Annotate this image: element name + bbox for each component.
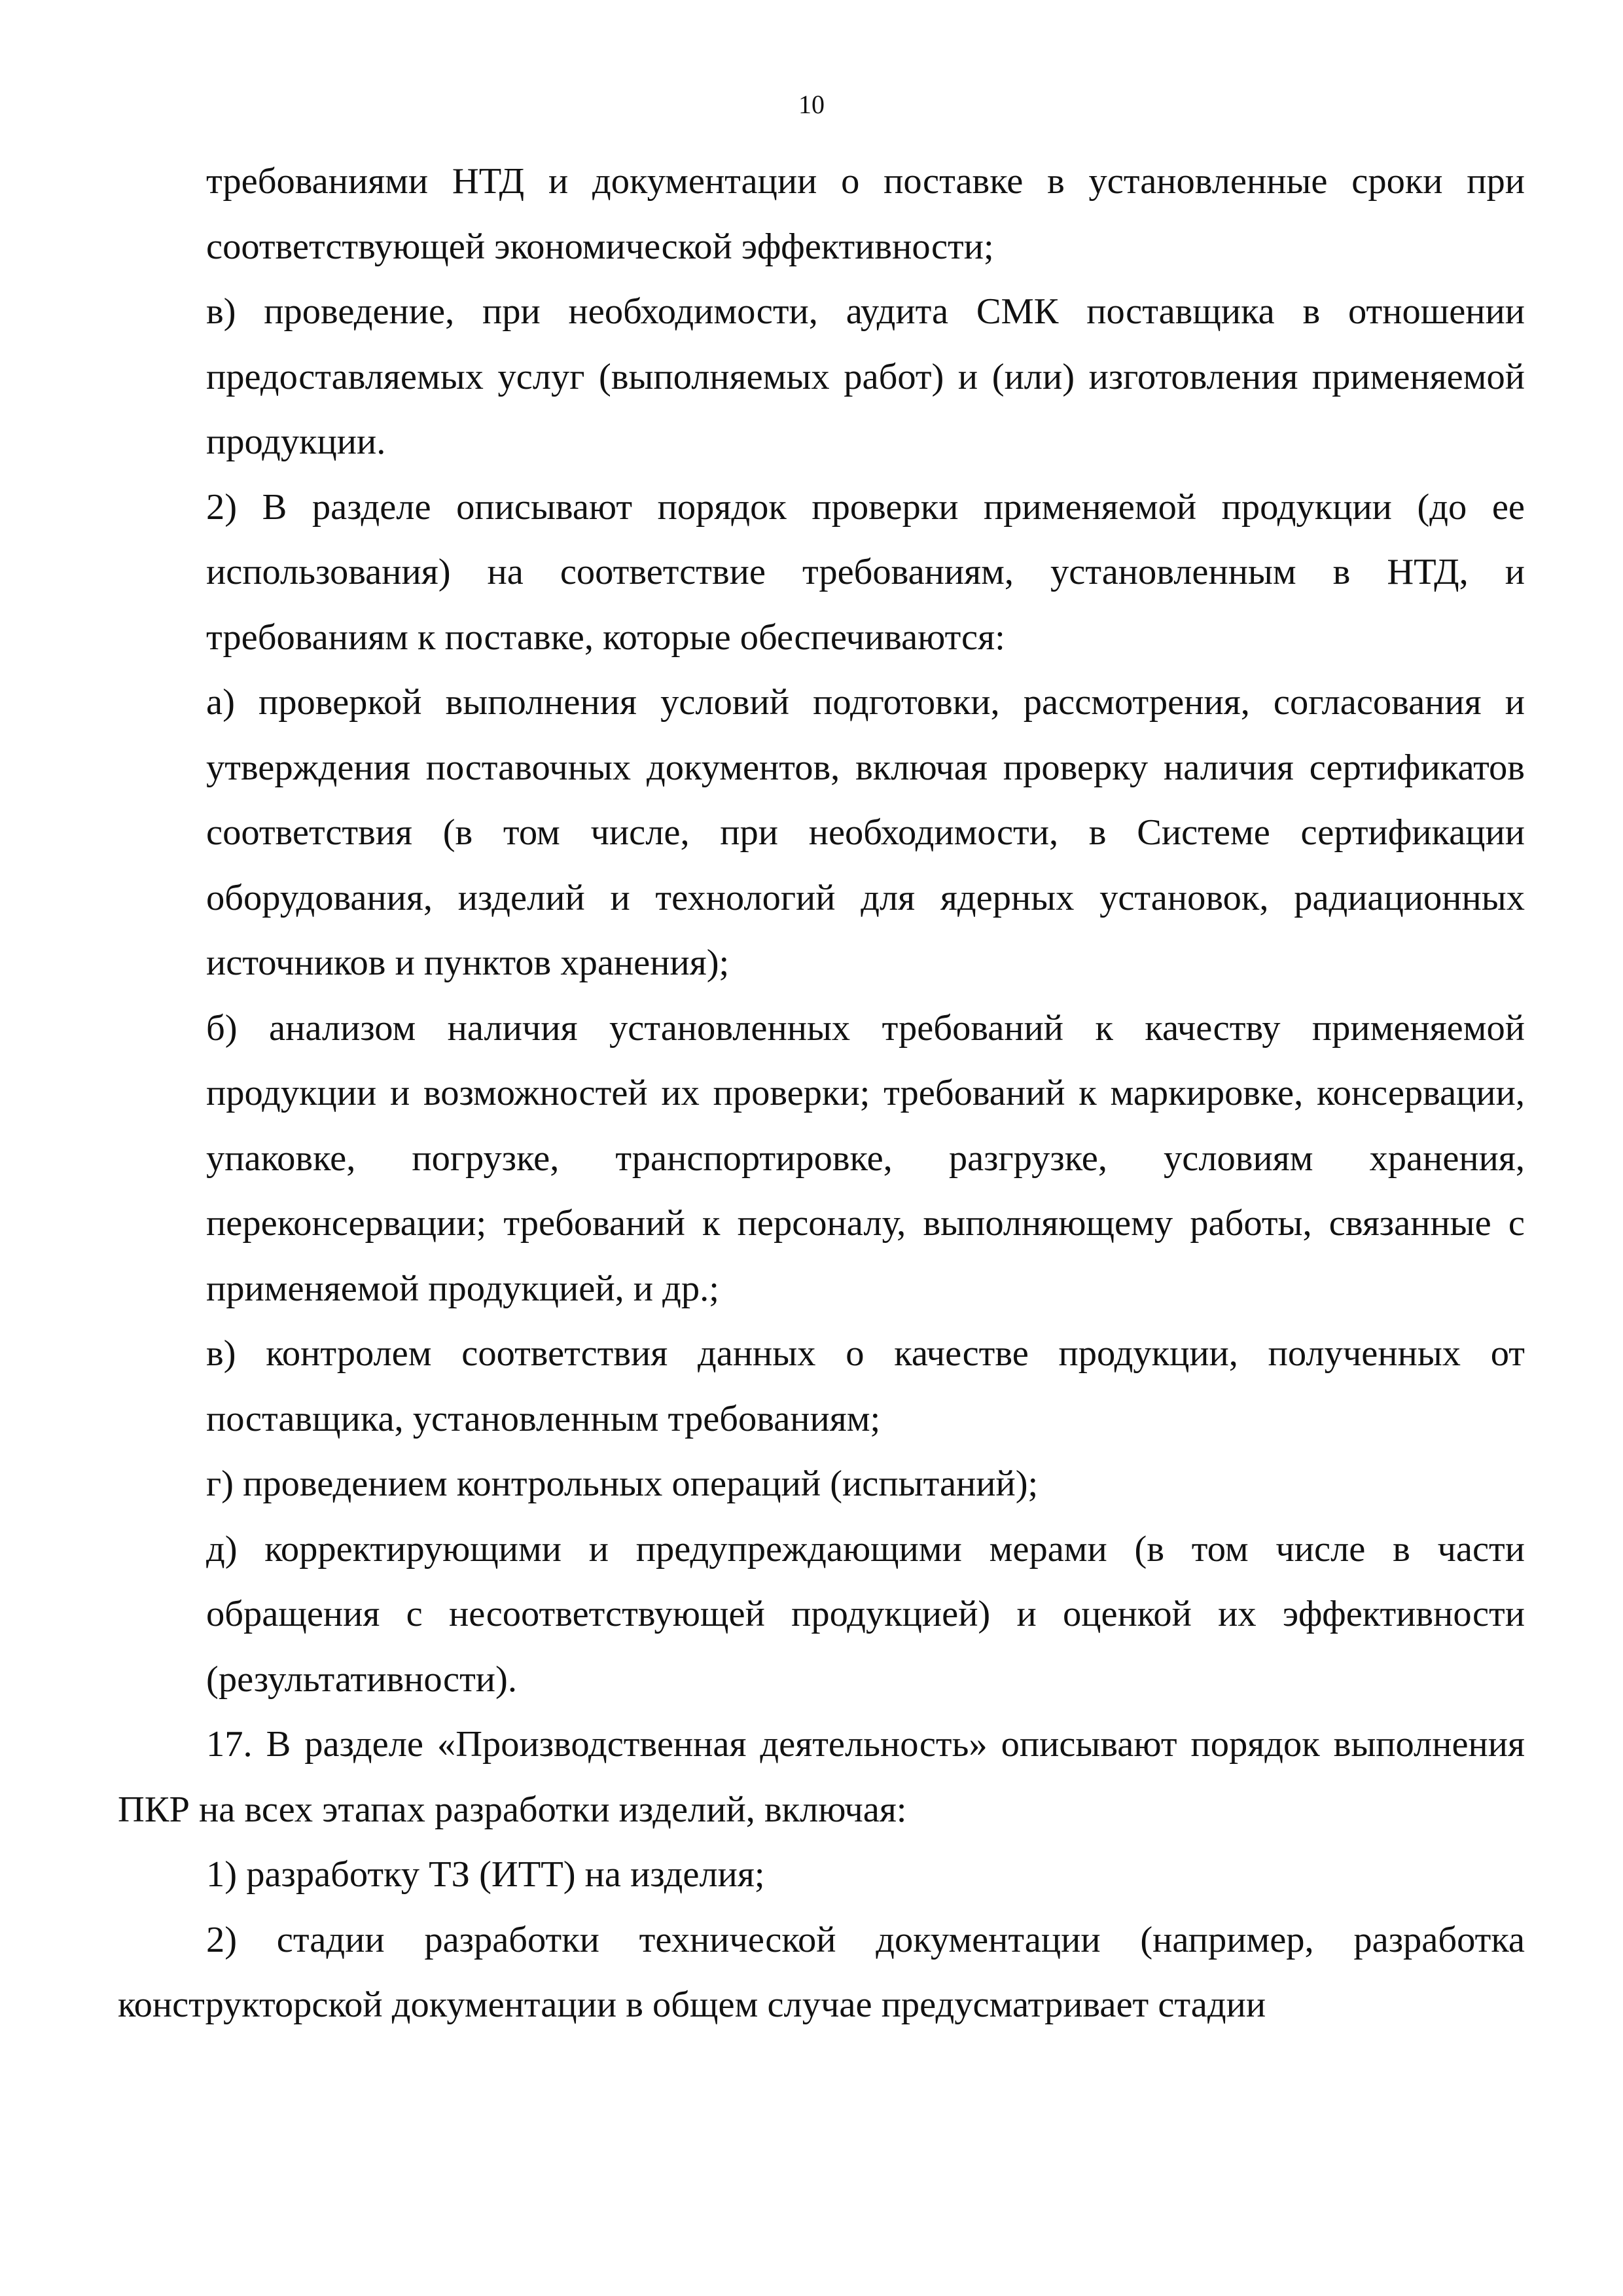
page-number: 10 bbox=[798, 90, 825, 119]
paragraph-item-d-corrective: д) корректирующими и предупреждающими мерами (в том числе в части обращения с несоответствующей продукцией) и оценкой их эффективности (результативности). bbox=[206, 1528, 1525, 1700]
paragraph-item-b-requirements: б) анализом наличия установленных требований к качеству применяемой продукции и возможностей их проверки; требований к маркировке, консервации, упаковке, погрузке, транспортировке, разгрузке, условиям хранения, переконсервации; требований к персоналу, выполняющему работы, связанные с применяемой продукцией, и др.; bbox=[206, 1007, 1525, 1309]
paragraph-item-2-verification: 2) В разделе описывают порядок проверки применяемой продукции (до ее использования) на соответствие требованиям, установленным в НТД, и требованиям к поставке, которые обеспечиваются: bbox=[206, 486, 1525, 658]
document-body bbox=[118, 149, 1525, 2038]
paragraph-section-17: 17. В разделе «Производственная деятельность» описывают порядок выполнения ПКР на всех этапах разработки изделий, включая: bbox=[118, 1724, 1525, 1830]
paragraph-item-1-tz: 1) разработку ТЗ (ИТТ) на изделия; bbox=[206, 1854, 765, 1895]
paragraph-item-v-control: в) контролем соответствия данных о качестве продукции, полученных от поставщика, установленным требованиям; bbox=[206, 1333, 1525, 1439]
paragraph-item-a-documents: а) проверкой выполнения условий подготовки, рассмотрения, согласования и утверждения поставочных документов, включая проверку наличия сертификатов соответствия (в том числе, при необходимости, в Системе сертификации оборудования, изделий и технологий для ядерных установок, радиационных источников и пунктов хранения); bbox=[206, 682, 1525, 983]
paragraph-item-g-tests: г) проведением контрольных операций (испытаний); bbox=[206, 1463, 1039, 1504]
paragraph-item-v-audit: в) проведение, при необходимости, аудита СМК поставщика в отношении предоставляемых услуг (выполняемых работ) и (или) изготовления применяемой продукции. bbox=[206, 291, 1525, 462]
paragraph-continuation: требованиями НТД и документации о поставке в установленные сроки при соответствующей экономической эффективности; bbox=[206, 161, 1525, 267]
paragraph-item-2-stages: 2) стадии разработки технической документации (например, разработка конструкторской документации в общем случае предусматривает стадии bbox=[118, 1919, 1525, 2025]
